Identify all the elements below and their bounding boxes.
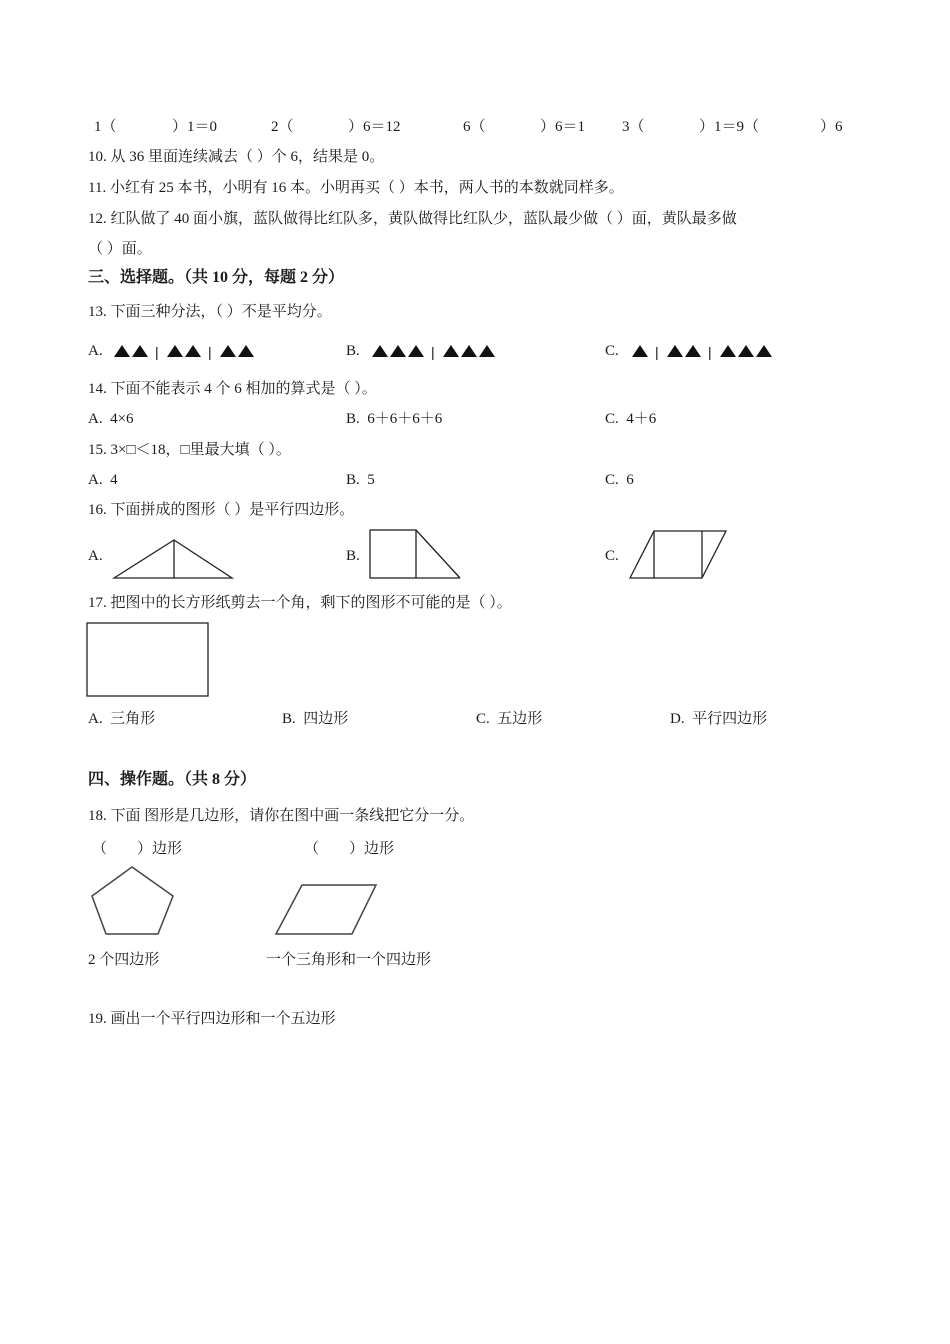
triangle-mark xyxy=(738,345,754,357)
q14-text: 14. 下面不能表示 4 个 6 相加的算式是（ ）。 xyxy=(88,381,377,397)
q13-option-c-label: C. xyxy=(605,343,619,359)
q11-text: 11. 小红有 25 本书，小明有 16 本。小明再买（ ）本书，两人书的本数就同样多。 xyxy=(88,180,624,196)
q19-text: 19. 画出一个平行四边形和一个五边形 xyxy=(88,1011,336,1027)
q17-option-a: A. 三角形 xyxy=(88,711,156,727)
triangle-mark xyxy=(390,345,406,357)
triangle-mark xyxy=(720,345,736,357)
q16-option-c-figure xyxy=(628,529,728,581)
q9-part: ）1＝0 xyxy=(172,119,218,135)
q16-option-b-figure xyxy=(368,528,464,582)
q13-option-a-triangles xyxy=(114,344,274,360)
q9-part: ）1＝9（ xyxy=(699,119,760,135)
q13-option-b-triangles xyxy=(372,344,532,360)
triangle-mark xyxy=(667,345,683,357)
triangle-mark xyxy=(408,345,424,357)
q13-option-c-triangles xyxy=(632,344,792,360)
section3-title: 三、选择题。（共 10 分，每题 2 分） xyxy=(88,269,345,286)
q18-caption-2: 一个三角形和一个四边形 xyxy=(266,952,432,968)
q13-text: 13. 下面三种分法，（ ）不是平均分。 xyxy=(88,304,332,320)
q14-option-b: B. 6＋6＋6＋6 xyxy=(346,411,443,427)
q9-part: 2（ xyxy=(271,119,294,135)
q18-caption-1: 2 个四边形 xyxy=(88,952,160,968)
triangle-mark xyxy=(443,345,459,357)
triangle-mark xyxy=(479,345,495,357)
q14-option-a: A. 4×6 xyxy=(88,411,134,427)
q9-part: 1（ xyxy=(94,119,117,135)
q13-option-b-label: B. xyxy=(346,343,360,359)
triangle-mark xyxy=(185,345,201,357)
q9-part: 6（ xyxy=(463,119,486,135)
q16-text: 16. 下面拼成的图形（ ）是平行四边形。 xyxy=(88,502,355,518)
q16-option-b-label: B. xyxy=(346,548,360,564)
q18-blank-2: （ ）边形 xyxy=(304,841,395,857)
group-separator: | xyxy=(655,344,659,360)
q18-pentagon-figure xyxy=(89,864,177,936)
q9-part: ）6＝12 xyxy=(348,119,401,135)
triangle-mark xyxy=(238,345,254,357)
q18-blank-1: （ ）边形 xyxy=(92,841,183,857)
q18-text: 18. 下面 图形是几边形，请你在图中画一条线把它分一分。 xyxy=(88,808,475,824)
triangle-mark xyxy=(685,345,701,357)
section4-title: 四、操作题。（共 8 分） xyxy=(88,771,257,788)
q15-option-c: C. 6 xyxy=(605,472,634,488)
triangle-mark xyxy=(220,345,236,357)
q9-part: 3（ xyxy=(622,119,645,135)
q18-parallelogram-figure xyxy=(274,882,380,938)
q15-option-a: A. 4 xyxy=(88,472,118,488)
q17-rectangle-figure xyxy=(86,622,210,698)
q12-line1: 12. 红队做了 40 面小旗，蓝队做得比红队多，黄队做得比红队少，蓝队最少做（ ）面，黄队最多做 xyxy=(88,211,737,227)
triangle-mark xyxy=(167,345,183,357)
q9-part: ）6＝1 xyxy=(540,119,586,135)
triangle-mark xyxy=(756,345,772,357)
q17-option-c: C. 五边形 xyxy=(476,711,543,727)
triangle-mark xyxy=(461,345,477,357)
group-separator: | xyxy=(708,344,712,360)
q16-option-a-label: A. xyxy=(88,548,103,564)
q17-option-d: D. 平行四边形 xyxy=(670,711,768,727)
triangle-mark xyxy=(372,345,388,357)
q16-option-c-label: C. xyxy=(605,548,619,564)
q14-option-c: C. 4＋6 xyxy=(605,411,657,427)
triangle-mark xyxy=(132,345,148,357)
triangle-mark xyxy=(632,345,648,357)
q16-option-a-figure xyxy=(112,538,234,582)
q10-text: 10. 从 36 里面连续减去（ ）个 6，结果是 0。 xyxy=(88,149,385,165)
q9-part: ）6 xyxy=(820,119,843,135)
q15-text: 15. 3×□＜18，□里最大填（ ）。 xyxy=(88,442,291,458)
q12-line2: （ ）面。 xyxy=(88,241,152,257)
group-separator: | xyxy=(155,344,159,360)
q13-option-a-label: A. xyxy=(88,343,103,359)
group-separator: | xyxy=(431,344,435,360)
group-separator: | xyxy=(208,344,212,360)
q17-text: 17. 把图中的长方形纸剪去一个角，剩下的图形不可能的是（ ）。 xyxy=(88,595,512,611)
q17-option-b: B. 四边形 xyxy=(282,711,349,727)
q15-option-b: B. 5 xyxy=(346,472,375,488)
triangle-mark xyxy=(114,345,130,357)
